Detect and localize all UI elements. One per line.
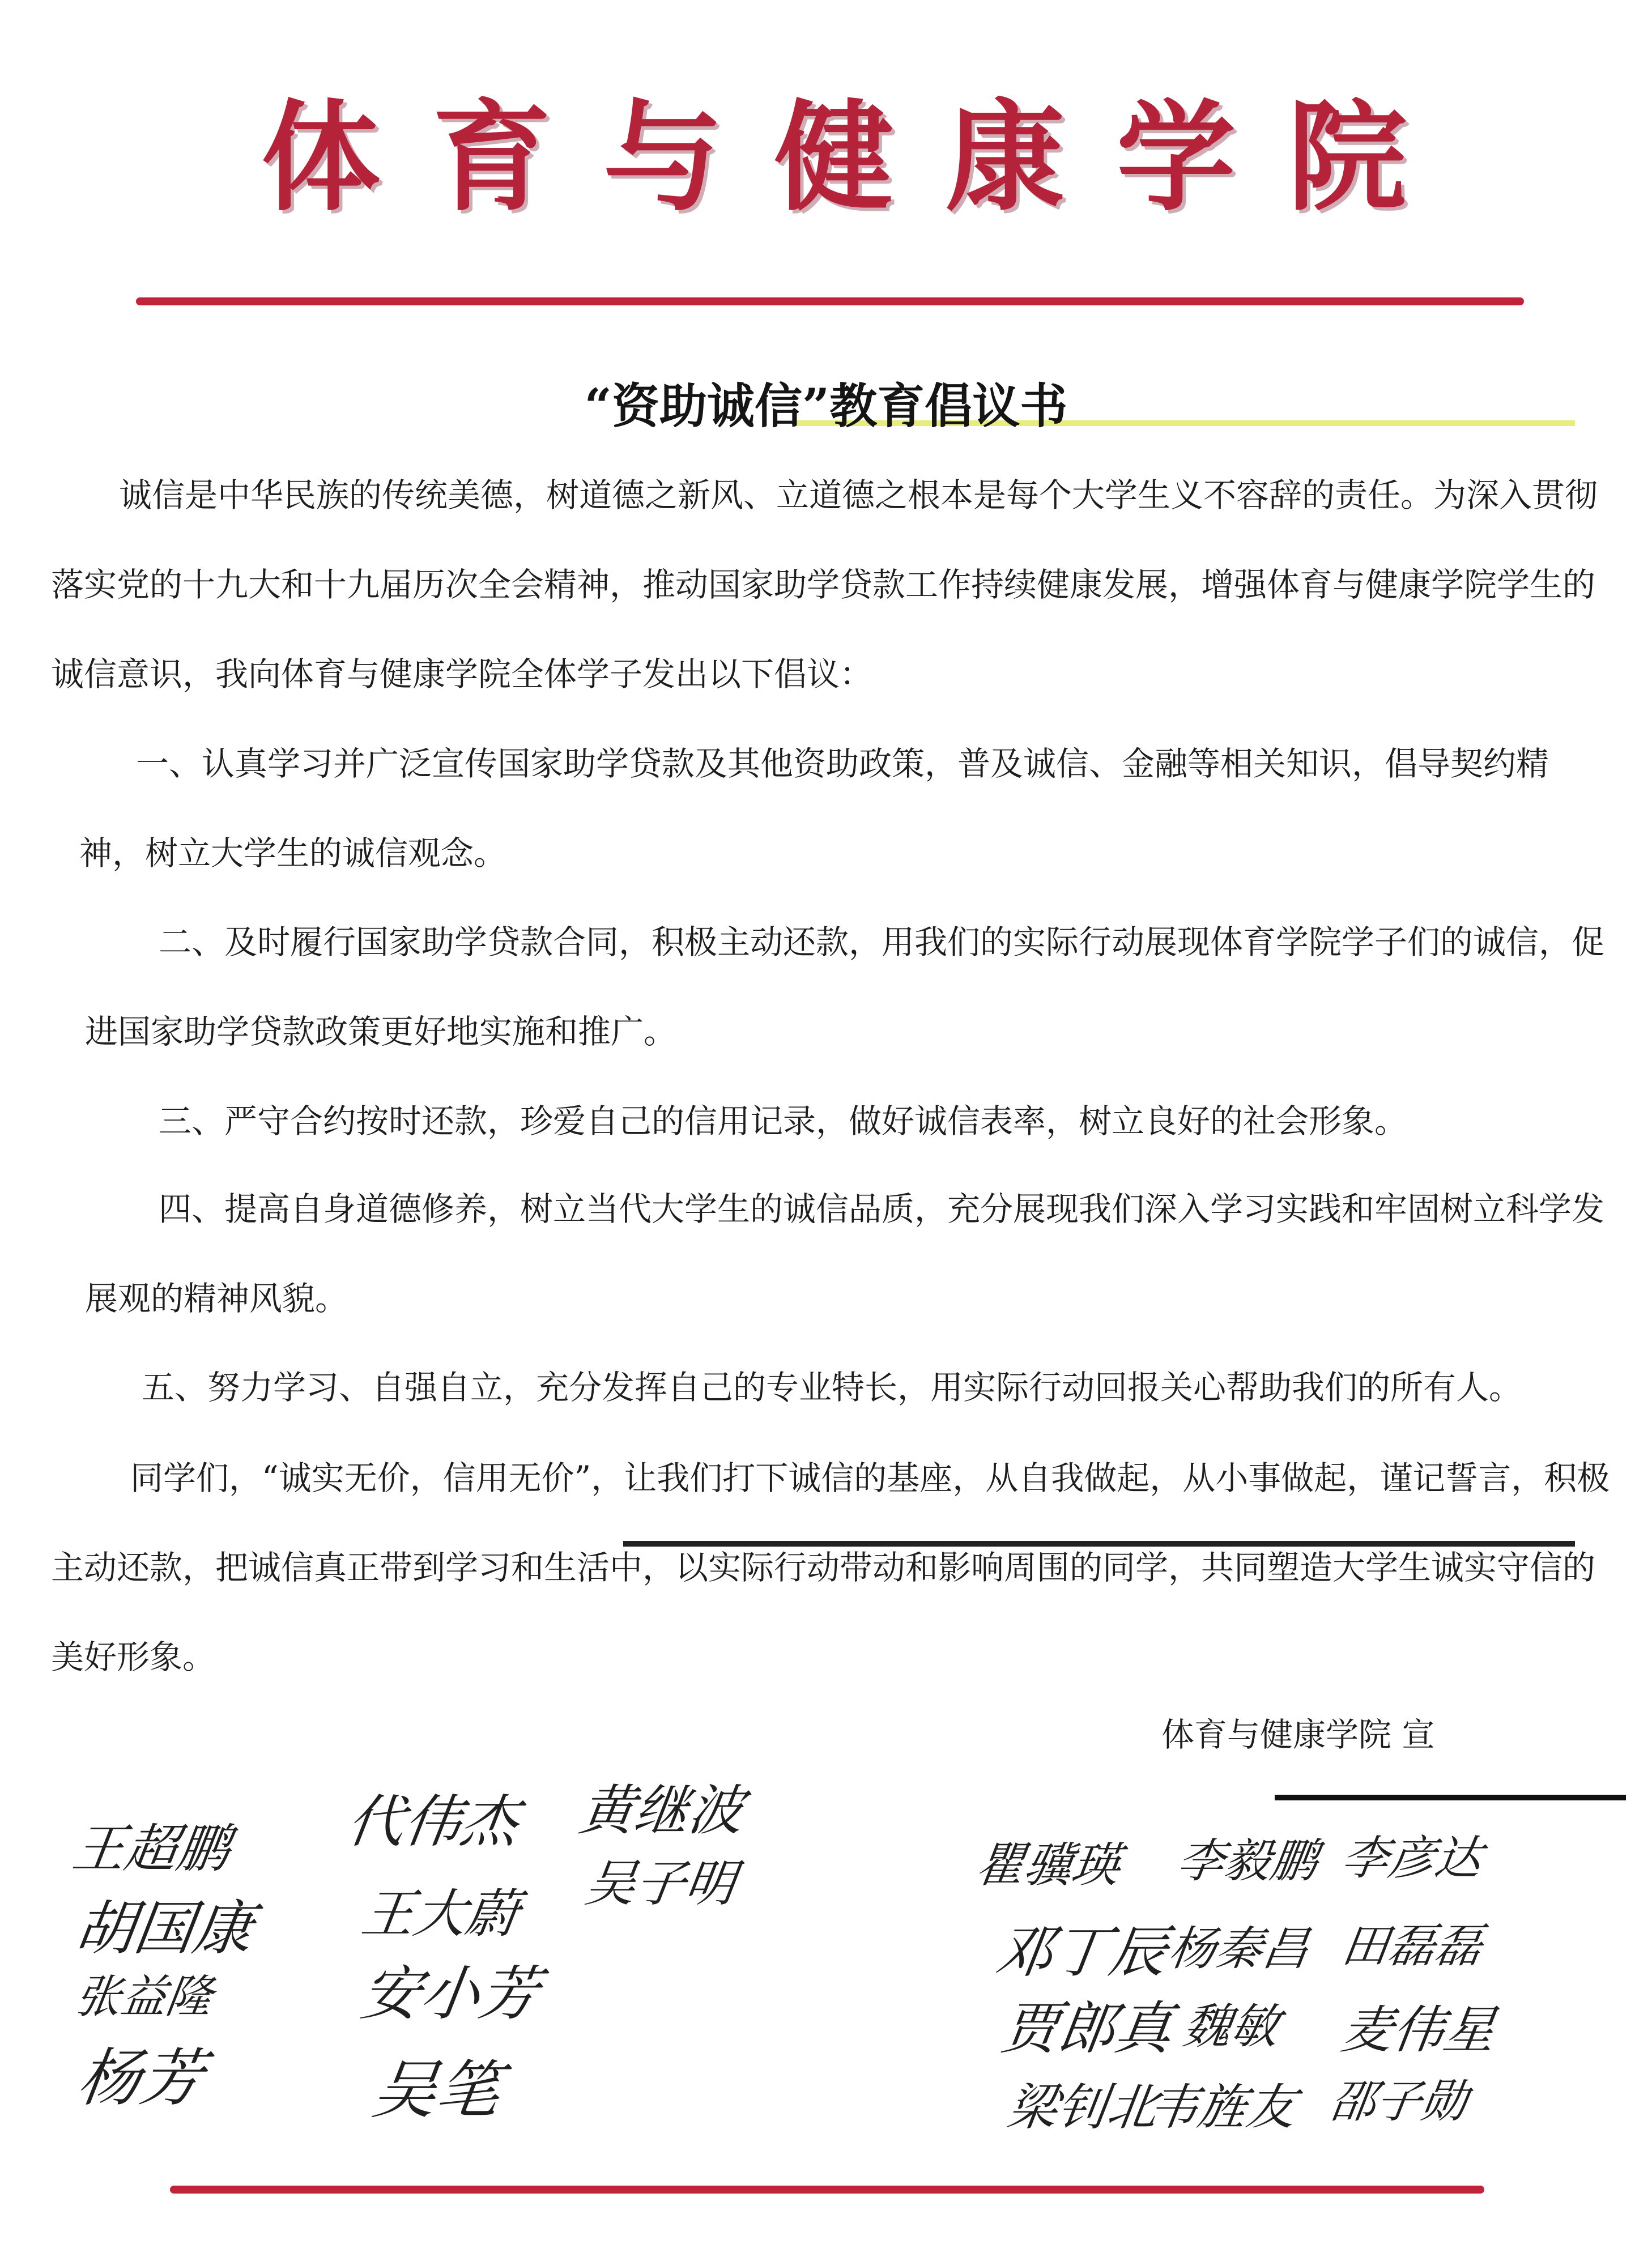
- signature-name: 邵子勋: [1327, 2075, 1471, 2128]
- signature-name: 韦旌友: [1145, 2079, 1300, 2136]
- signature-name: 杨秦昌: [1165, 1922, 1313, 1976]
- issuer-signature: 体育与健康学院 宣: [1161, 1715, 1435, 1754]
- proposal-3: 三、严守合约按时还款，珍爱自己的信用记录，做好诚信表率，树立良好的社会形象。: [159, 1102, 1408, 1140]
- proposal-4: 四、提高自身道德修养，树立当代大学生的诚信品质，充分展现我们深入学习实践和牢固树立科学发展观的精神风貌。: [85, 1190, 1605, 1318]
- proposal-5: 五、努力学习、自强自立，充分发挥自己的专业特长，用实际行动回报关心帮助我们的所有人。: [142, 1368, 1522, 1407]
- signature-name: 瞿骥瑛: [973, 1837, 1123, 1893]
- signature-name: 邓丁辰: [991, 1919, 1172, 1985]
- document-title: “资助诚信”教育倡议书: [584, 378, 1068, 434]
- letterhead-title: 体育与健康学院: [261, 88, 1459, 227]
- closing-paragraph: 同学们，“诚实无价，信用无价”，让我们打下诚信的基座，从自我做起，从小事做起，谨记誓言，积极主动还款，把诚信真正带到学习和生活中，以实际行动带动和影响周围的同学，共同塑造大学生诚实守信的美好形象。: [51, 1459, 1610, 1676]
- header-divider: [136, 297, 1524, 305]
- signature-name: 梁钊北: [1003, 2078, 1162, 2136]
- signature-name: 安小芳: [357, 1959, 544, 2028]
- signature-name: 黄继波: [576, 1779, 748, 1842]
- signature-name: 贾郎真: [997, 1995, 1177, 2062]
- signature-name: 李毅鹏: [1174, 1834, 1321, 1888]
- footer-divider: [170, 2186, 1484, 2194]
- intro-paragraph: 诚信是中华民族的传统美德，树道德之新风、立道德之根本是每个大学生义不容辞的责任。为深入贯彻落实党的十九大和十九届历次全会精神，推动国家助学贷款工作持续健康发展，增强体育与健康学院学生的诚信意识，我向体育与健康学院全体学子发出以下倡议：: [51, 476, 1598, 693]
- signature-name: 吴笔: [368, 2054, 505, 2127]
- proposal-2: 二、及时履行国家助学贷款合同，积极主动还款，用我们的实际行动展现体育学院学子们的诚信，促进国家助学贷款政策更好地实施和推广。: [85, 923, 1605, 1051]
- signature-name: 杨芳: [73, 2042, 208, 2114]
- proposal-1: 一、认真学习并广泛宣传国家助学贷款及其他资助政策，普及诚信、金融等相关知识，倡导契约精神，树立大学生的诚信观念。: [79, 744, 1549, 872]
- signature-name: 吴子明: [581, 1854, 740, 1913]
- signature-name: 王超鹏: [69, 1819, 234, 1879]
- signature-name: 胡国康: [71, 1894, 258, 1963]
- signature-name: 田磊磊: [1338, 1919, 1485, 1973]
- signature-name: 李彦达: [1338, 1832, 1485, 1885]
- signature-name: 魏敏: [1180, 1999, 1283, 2054]
- signature-name: 张益隆: [72, 1970, 216, 2023]
- signature-name: 王大蔚: [357, 1884, 523, 1944]
- signature-name: 麦伟星: [1338, 2000, 1500, 2060]
- signature-name: 代伟杰: [343, 1788, 523, 1855]
- scan-streak: [1275, 1795, 1626, 1800]
